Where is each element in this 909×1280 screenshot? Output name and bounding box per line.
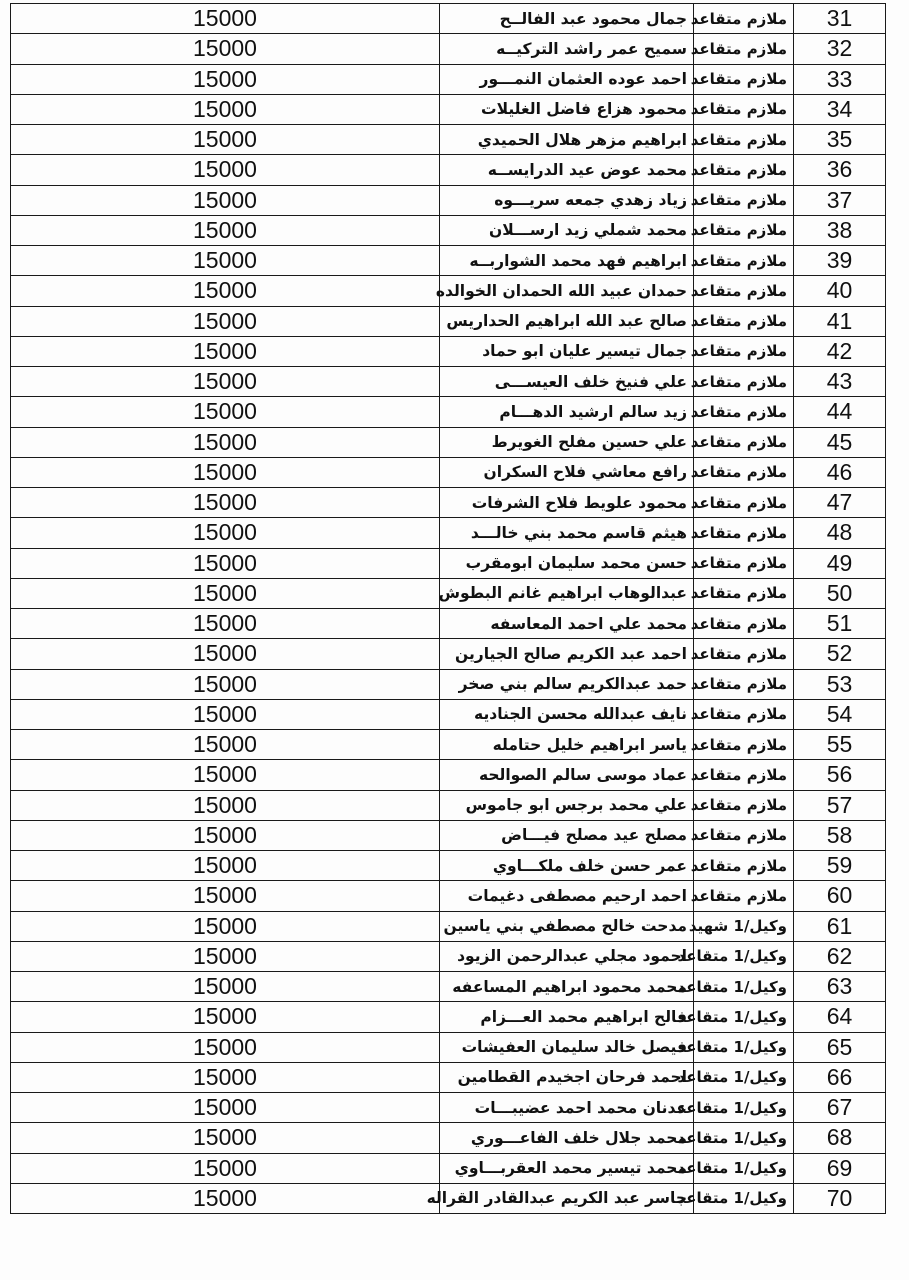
rank-cell: ملازم متقاعد xyxy=(694,125,794,155)
table-row xyxy=(11,64,886,94)
amount-cell: 15000 xyxy=(11,215,440,245)
rank-cell: وكيل/1 متقاعد xyxy=(694,972,794,1002)
row-number-cell: 69 xyxy=(794,1153,886,1183)
row-number-cell: 31 xyxy=(794,4,886,34)
rank-cell: ملازم متقاعد xyxy=(694,306,794,336)
name-cell: محمد علي احمد المعاسفه xyxy=(440,609,694,639)
name-cell: احمد فرحان اجخيدم القطامين xyxy=(440,1062,694,1092)
rank-cell: وكيل/1 متقاعد xyxy=(694,1153,794,1183)
rank-cell: ملازم متقاعد xyxy=(694,457,794,487)
table-row xyxy=(11,730,886,760)
row-number-cell: 54 xyxy=(794,699,886,729)
name-cell: فيصل خالد سليمان العفيشات xyxy=(440,1032,694,1062)
amount-cell: 15000 xyxy=(11,972,440,1002)
row-number-cell: 33 xyxy=(794,64,886,94)
name-cell: عبدالوهاب ابراهيم غانم البطوش xyxy=(440,578,694,608)
table-row xyxy=(11,911,886,941)
amount-cell: 15000 xyxy=(11,1002,440,1032)
name-cell: حمد عبدالكريم سالم بني صخر xyxy=(440,669,694,699)
table-row xyxy=(11,185,886,215)
row-number-cell: 39 xyxy=(794,246,886,276)
amount-cell: 15000 xyxy=(11,306,440,336)
table-row xyxy=(11,518,886,548)
amount-cell: 15000 xyxy=(11,94,440,124)
table-row xyxy=(11,609,886,639)
name-cell: محمد عوض عيد الدرايســه xyxy=(440,155,694,185)
name-cell: محمود هزاع فاضل الغليلات xyxy=(440,94,694,124)
name-cell: علي حسين مفلح الغويرط xyxy=(440,427,694,457)
name-cell: صالح عبد الله ابراهيم الحداريس xyxy=(440,306,694,336)
amount-cell: 15000 xyxy=(11,639,440,669)
name-cell: عدنان محمد احمد عضيبـــات xyxy=(440,1093,694,1123)
rank-cell: وكيل/1 متقاعد xyxy=(694,1123,794,1153)
amount-cell: 15000 xyxy=(11,1153,440,1183)
rank-cell: ملازم متقاعد xyxy=(694,215,794,245)
rank-cell: وكيل/1 متقاعد xyxy=(694,941,794,971)
name-cell: مصلح عيد مصلح فيـــاض xyxy=(440,820,694,850)
amount-cell: 15000 xyxy=(11,457,440,487)
amount-cell: 15000 xyxy=(11,155,440,185)
table-row xyxy=(11,306,886,336)
rank-cell: ملازم متقاعد xyxy=(694,155,794,185)
name-cell: احمد عوده العثمان النمـــور xyxy=(440,64,694,94)
row-number-cell: 32 xyxy=(794,34,886,64)
rank-cell: ملازم متقاعد xyxy=(694,4,794,34)
amount-cell: 15000 xyxy=(11,276,440,306)
name-cell: علي فنيخ خلف العيســـى xyxy=(440,367,694,397)
amount-cell: 15000 xyxy=(11,881,440,911)
table-row xyxy=(11,155,886,185)
table-row xyxy=(11,215,886,245)
table-row xyxy=(11,760,886,790)
row-number-cell: 46 xyxy=(794,457,886,487)
amount-cell: 15000 xyxy=(11,1093,440,1123)
amount-cell: 15000 xyxy=(11,941,440,971)
table-row xyxy=(11,699,886,729)
rank-cell: ملازم متقاعد xyxy=(694,790,794,820)
rank-cell: ملازم متقاعد xyxy=(694,548,794,578)
rank-cell: ملازم متقاعد xyxy=(694,639,794,669)
name-cell: احمود مجلي عبدالرحمن الزيود xyxy=(440,941,694,971)
rank-cell: ملازم متقاعد xyxy=(694,699,794,729)
amount-cell: 15000 xyxy=(11,851,440,881)
amount-cell: 15000 xyxy=(11,1062,440,1092)
row-number-cell: 61 xyxy=(794,911,886,941)
name-cell: زيد سالم ارشيد الدهـــام xyxy=(440,397,694,427)
rank-cell: وكيل/1 متقاعد xyxy=(694,1032,794,1062)
row-number-cell: 35 xyxy=(794,125,886,155)
rank-cell: ملازم متقاعد xyxy=(694,851,794,881)
table-row xyxy=(11,881,886,911)
row-number-cell: 50 xyxy=(794,578,886,608)
table-row xyxy=(11,1093,886,1123)
amount-cell: 15000 xyxy=(11,699,440,729)
rank-cell: ملازم متقاعد xyxy=(694,34,794,64)
table-row xyxy=(11,367,886,397)
amount-cell: 15000 xyxy=(11,488,440,518)
rank-cell: ملازم متقاعد xyxy=(694,185,794,215)
table-row xyxy=(11,941,886,971)
name-cell: محمد شملي زيد ارســـلان xyxy=(440,215,694,245)
rank-cell: ملازم متقاعد xyxy=(694,246,794,276)
rank-cell: ملازم متقاعد xyxy=(694,94,794,124)
row-number-cell: 70 xyxy=(794,1183,886,1213)
rank-cell: ملازم متقاعد xyxy=(694,427,794,457)
amount-cell: 15000 xyxy=(11,427,440,457)
row-number-cell: 51 xyxy=(794,609,886,639)
name-cell: عمر حسن خلف ملكـــاوي xyxy=(440,851,694,881)
table-row xyxy=(11,1123,886,1153)
table-row xyxy=(11,972,886,1002)
rank-cell: ملازم متقاعد xyxy=(694,336,794,366)
row-number-cell: 62 xyxy=(794,941,886,971)
row-number-cell: 43 xyxy=(794,367,886,397)
table-row xyxy=(11,336,886,366)
amount-cell: 15000 xyxy=(11,1032,440,1062)
rank-cell: ملازم متقاعد xyxy=(694,760,794,790)
amount-cell: 15000 xyxy=(11,1123,440,1153)
rank-cell: ملازم متقاعد xyxy=(694,397,794,427)
name-cell: ابراهيم فهد محمد الشواربــه xyxy=(440,246,694,276)
amount-cell: 15000 xyxy=(11,578,440,608)
amount-cell: 15000 xyxy=(11,730,440,760)
row-number-cell: 63 xyxy=(794,972,886,1002)
row-number-cell: 53 xyxy=(794,669,886,699)
rank-cell: ملازم متقاعد xyxy=(694,609,794,639)
amount-cell: 15000 xyxy=(11,548,440,578)
name-cell: ياسر ابراهيم خليل حتامله xyxy=(440,730,694,760)
table-row xyxy=(11,1153,886,1183)
amount-cell: 15000 xyxy=(11,125,440,155)
row-number-cell: 68 xyxy=(794,1123,886,1153)
row-number-cell: 67 xyxy=(794,1093,886,1123)
rank-cell: وكيل/1 متقاعد xyxy=(694,1183,794,1213)
table-row xyxy=(11,94,886,124)
table-row xyxy=(11,548,886,578)
name-cell: حمدان عبيد الله الحمدان الخوالده xyxy=(440,276,694,306)
table-row xyxy=(11,1002,886,1032)
name-cell: محمد جلال خلف الفاعـــوري xyxy=(440,1123,694,1153)
row-number-cell: 55 xyxy=(794,730,886,760)
table-row xyxy=(11,851,886,881)
amount-cell: 15000 xyxy=(11,185,440,215)
amount-cell: 15000 xyxy=(11,669,440,699)
row-number-cell: 52 xyxy=(794,639,886,669)
row-number-cell: 38 xyxy=(794,215,886,245)
amount-cell: 15000 xyxy=(11,1183,440,1213)
name-cell: عماد موسى سالم الصوالحه xyxy=(440,760,694,790)
row-number-cell: 59 xyxy=(794,851,886,881)
row-number-cell: 40 xyxy=(794,276,886,306)
table-row xyxy=(11,790,886,820)
table-row xyxy=(11,1183,886,1213)
row-number-cell: 47 xyxy=(794,488,886,518)
name-cell: محمد تيسير محمد العقربـــاوي xyxy=(440,1153,694,1183)
roster-table xyxy=(10,3,886,1214)
row-number-cell: 45 xyxy=(794,427,886,457)
amount-cell: 15000 xyxy=(11,336,440,366)
rank-cell: ملازم متقاعد xyxy=(694,578,794,608)
table-row xyxy=(11,820,886,850)
rank-cell: ملازم متقاعد xyxy=(694,64,794,94)
amount-cell: 15000 xyxy=(11,518,440,548)
table-row xyxy=(11,427,886,457)
amount-cell: 15000 xyxy=(11,790,440,820)
table-row xyxy=(11,1032,886,1062)
name-cell: جمال محمود عبد الفالــح xyxy=(440,4,694,34)
name-cell: علي محمد برجس ابو جاموس xyxy=(440,790,694,820)
rank-cell: وكيل/1 متقاعد xyxy=(694,1062,794,1092)
table-row xyxy=(11,488,886,518)
name-cell: حسن محمد سليمان ابومقرب xyxy=(440,548,694,578)
rank-cell: ملازم متقاعد xyxy=(694,881,794,911)
table-row xyxy=(11,669,886,699)
amount-cell: 15000 xyxy=(11,911,440,941)
name-cell: ابراهيم مزهر هلال الحميدي xyxy=(440,125,694,155)
row-number-cell: 37 xyxy=(794,185,886,215)
name-cell: فالح ابراهيم محمد العـــزام xyxy=(440,1002,694,1032)
row-number-cell: 56 xyxy=(794,760,886,790)
row-number-cell: 34 xyxy=(794,94,886,124)
table-row xyxy=(11,246,886,276)
rank-cell: ملازم متقاعد xyxy=(694,820,794,850)
rank-cell: ملازم متقاعد xyxy=(694,367,794,397)
rank-cell: وكيل/1 متقاعد xyxy=(694,1093,794,1123)
table-row xyxy=(11,4,886,34)
name-cell: رافع معاشي فلاح السكران xyxy=(440,457,694,487)
table-row xyxy=(11,34,886,64)
table-row xyxy=(11,639,886,669)
row-number-cell: 66 xyxy=(794,1062,886,1092)
row-number-cell: 41 xyxy=(794,306,886,336)
amount-cell: 15000 xyxy=(11,820,440,850)
name-cell: جمال تيسير عليان ابو حماد xyxy=(440,336,694,366)
row-number-cell: 64 xyxy=(794,1002,886,1032)
row-number-cell: 48 xyxy=(794,518,886,548)
row-number-cell: 65 xyxy=(794,1032,886,1062)
row-number-cell: 60 xyxy=(794,881,886,911)
table-row xyxy=(11,578,886,608)
table-row xyxy=(11,125,886,155)
amount-cell: 15000 xyxy=(11,4,440,34)
amount-cell: 15000 xyxy=(11,760,440,790)
name-cell: احمد ارحيم مصطفى دغيمات xyxy=(440,881,694,911)
row-number-cell: 58 xyxy=(794,820,886,850)
row-number-cell: 57 xyxy=(794,790,886,820)
row-number-cell: 42 xyxy=(794,336,886,366)
rank-cell: ملازم متقاعد xyxy=(694,518,794,548)
name-cell: محمد محمود ابراهيم المساعفه xyxy=(440,972,694,1002)
amount-cell: 15000 xyxy=(11,34,440,64)
amount-cell: 15000 xyxy=(11,64,440,94)
row-number-cell: 49 xyxy=(794,548,886,578)
table-row xyxy=(11,397,886,427)
table-row xyxy=(11,276,886,306)
name-cell: هيثم قاسم محمد بني خالـــد xyxy=(440,518,694,548)
row-number-cell: 36 xyxy=(794,155,886,185)
name-cell: احمد عبد الكريم صالح الجيارين xyxy=(440,639,694,669)
amount-cell: 15000 xyxy=(11,609,440,639)
rank-cell: وكيل/1 متقاعد xyxy=(694,1002,794,1032)
rank-cell: ملازم متقاعد xyxy=(694,669,794,699)
name-cell: زياد زهدي جمعه سريـــوه xyxy=(440,185,694,215)
name-cell: محمود علويط فلاح الشرفات xyxy=(440,488,694,518)
name-cell: مدحت خالح مصطفي بني ياسين xyxy=(440,911,694,941)
roster-table-body xyxy=(11,4,886,1214)
rank-cell: ملازم متقاعد xyxy=(694,730,794,760)
rank-cell: ملازم متقاعد xyxy=(694,276,794,306)
name-cell: سميح عمر راشد التركيــه xyxy=(440,34,694,64)
table-row xyxy=(11,457,886,487)
rank-cell: وكيل/1 شهيد xyxy=(694,911,794,941)
amount-cell: 15000 xyxy=(11,246,440,276)
name-cell: نايف عبدالله محسن الجناديه xyxy=(440,699,694,729)
name-cell: جاسر عبد الكريم عبدالقادر القراله xyxy=(440,1183,694,1213)
amount-cell: 15000 xyxy=(11,397,440,427)
amount-cell: 15000 xyxy=(11,367,440,397)
row-number-cell: 44 xyxy=(794,397,886,427)
rank-cell: ملازم متقاعد xyxy=(694,488,794,518)
table-row xyxy=(11,1062,886,1092)
